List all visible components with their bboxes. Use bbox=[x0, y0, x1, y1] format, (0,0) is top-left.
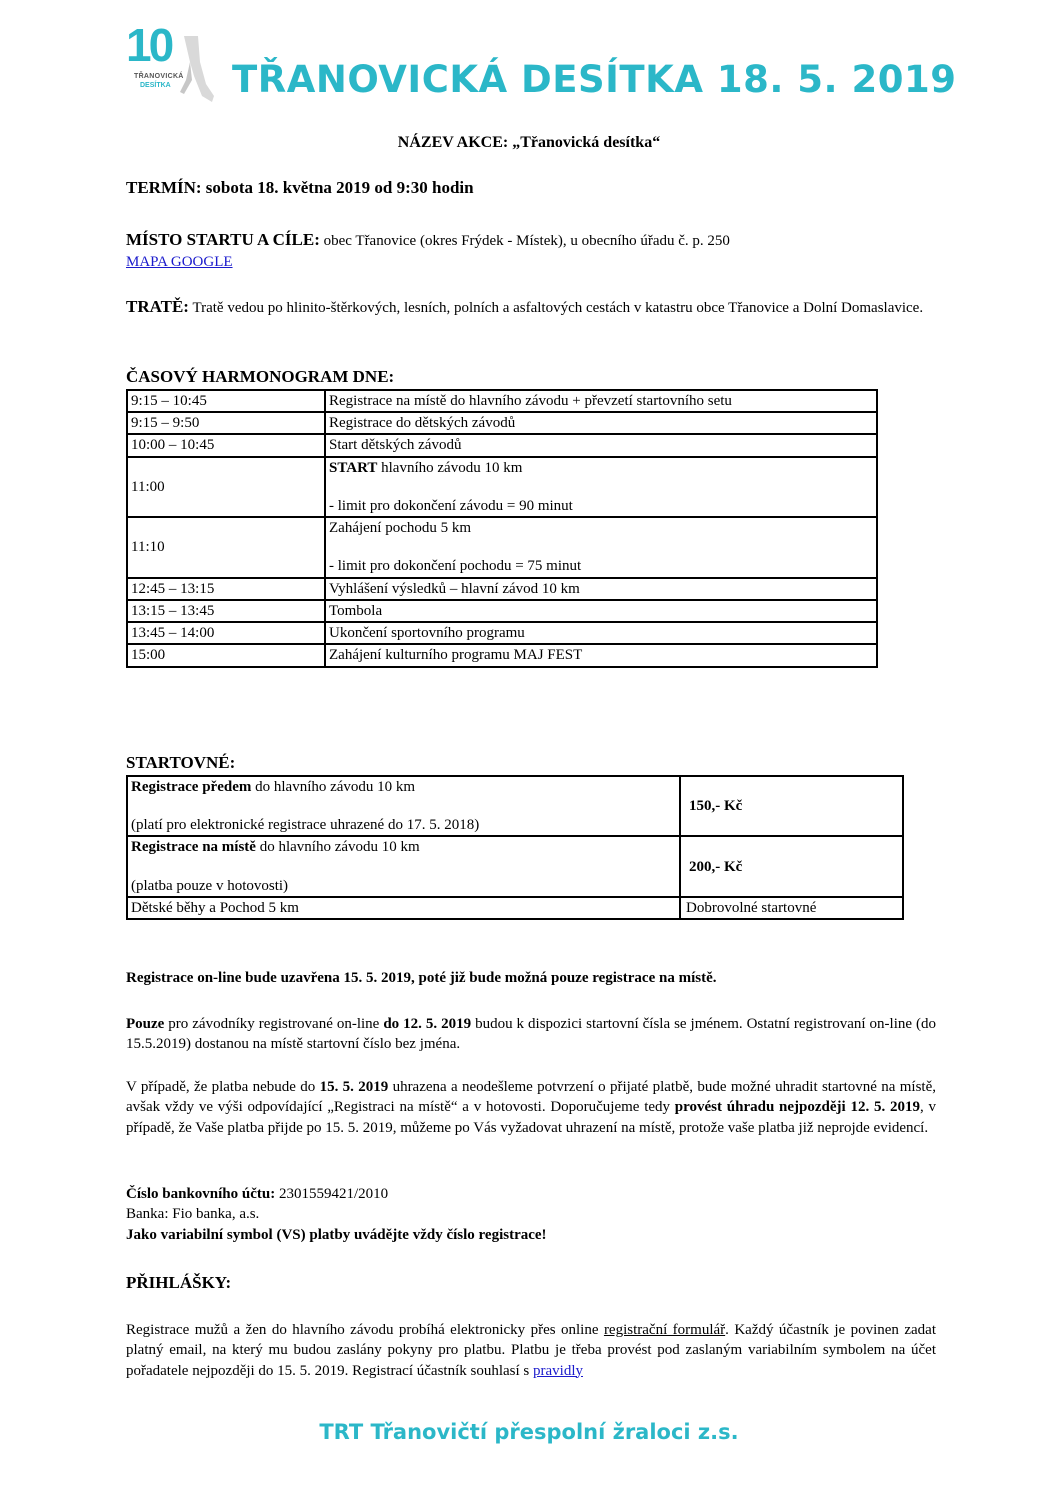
table-row bbox=[127, 622, 877, 644]
numbers-paragraph bbox=[126, 1014, 936, 1055]
routes-label: TRATĚ: bbox=[126, 297, 189, 316]
table-row bbox=[127, 600, 877, 622]
routes-section bbox=[126, 296, 936, 319]
para2-t2: uhrazena a neodešleme potvrzení o přijaté platbě, bude možné uhradit startovné na místě, avšak vždy ve výši odpovídající „Registraci na místě“ a v hotovosti. Doporučujeme tedy bbox=[126, 1079, 937, 1116]
place-label: MÍSTO STARTU A CÍLE: bbox=[126, 230, 320, 249]
fee-price: Dobrovolné startovné bbox=[680, 897, 903, 919]
registration-form-link[interactable]: registrační formulář bbox=[603, 1322, 726, 1338]
account-number: 2301559421/2010 bbox=[275, 1186, 389, 1202]
schedule-text: Vyhlášení výsledků – hlavní závod 10 km bbox=[325, 578, 877, 600]
schedule-text: hlavního závodu 10 km bbox=[377, 459, 523, 476]
schedule-time: 9:15 – 9:50 bbox=[127, 412, 325, 434]
schedule-text: Registrace do dětských závodů bbox=[325, 412, 877, 434]
fees-section bbox=[126, 752, 904, 920]
fee-note: (platí pro elektronické registrace uhrazené do 17. 5. 2018) bbox=[131, 817, 480, 834]
account-label: Číslo bankovního účtu: bbox=[126, 1186, 276, 1202]
applications-paragraph bbox=[126, 1320, 936, 1381]
footer-organizer: TRT Třanovičtí přespolní žraloci z.s. bbox=[319, 1420, 739, 1444]
fee-text: do hlavního závodu 10 km bbox=[251, 778, 416, 795]
table-row bbox=[127, 457, 877, 518]
fee-price: 150,- Kč bbox=[680, 776, 903, 837]
para2-b1: 15. 5. 2019 bbox=[319, 1079, 389, 1095]
schedule-time: 11:00 bbox=[127, 457, 325, 518]
fee-price: 200,- Kč bbox=[680, 836, 903, 897]
schedule-time: 10:00 – 10:45 bbox=[127, 434, 325, 456]
table-row bbox=[127, 578, 877, 600]
page-title: TŘANOVICKÁ DESÍTKA 18. 5. 2019 bbox=[232, 58, 957, 101]
event-name: NÁZEV AKCE: „Třanovická desítka“ bbox=[397, 134, 661, 151]
table-row bbox=[127, 897, 903, 919]
para1-b1: Pouze bbox=[126, 1016, 165, 1032]
schedule-time: 15:00 bbox=[127, 644, 325, 666]
fee-text: do hlavního závodu 10 km bbox=[255, 839, 420, 856]
payment-paragraph bbox=[126, 1077, 936, 1138]
schedule-time: 11:10 bbox=[127, 517, 325, 578]
place-section bbox=[126, 229, 936, 272]
para1-t1: pro závodníky registrované on-line bbox=[164, 1016, 384, 1032]
table-row bbox=[127, 412, 877, 434]
place-text: obec Třanovice (okres Frýdek - Místek), u obecního úřadu č. p. 250 bbox=[319, 233, 730, 249]
fee-bold: Registrace předem bbox=[131, 778, 252, 795]
fees-table bbox=[126, 775, 904, 920]
table-row bbox=[127, 517, 877, 578]
fee-note: (platba pouze v hotovosti) bbox=[131, 877, 289, 894]
vs-note: Jako variabilní symbol (VS) platby uvádějte vždy číslo registrace! bbox=[126, 1226, 547, 1243]
applications-t2: . Každý účastník je povinen zadat platný email, na který mu budou zaslány pokyny pro platbu. Platbu je třeba provést pod zaslaným variabilním symbolem na účet pořadatele nejpozději do 15. 5. 2019. Registrací účastník souhlasí s bbox=[126, 1322, 936, 1379]
fee-cell bbox=[127, 836, 680, 897]
schedule-time: 12:45 – 13:15 bbox=[127, 578, 325, 600]
schedule-time: 13:15 – 13:45 bbox=[127, 600, 325, 622]
table-row bbox=[127, 644, 877, 666]
applications-heading: PŘIHLÁŠKY: bbox=[126, 1273, 232, 1292]
logo-text-line1: TŘANOVICKÁ bbox=[134, 73, 184, 80]
logo bbox=[126, 19, 216, 104]
para2-t3: , v případě, že Vaše platba přijde po 15. 5. 2019, můžeme po Vás vyžadovat uhrazení na místě, protože vaše platba již neprojde evidencí. bbox=[126, 1099, 937, 1136]
schedule-text: Start dětských závodů bbox=[325, 434, 877, 456]
schedule-section bbox=[126, 366, 878, 668]
schedule-text: Tombola bbox=[325, 600, 877, 622]
table-row bbox=[127, 390, 877, 412]
table-row bbox=[127, 836, 903, 897]
schedule-text: Ukončení sportovního programu bbox=[325, 622, 877, 644]
para1-b2: do 12. 5. 2019 bbox=[383, 1016, 472, 1032]
schedule-text: Zahájení pochodu 5 km bbox=[329, 520, 472, 537]
map-link[interactable]: MAPA GOOGLE bbox=[126, 253, 233, 270]
table-row bbox=[127, 434, 877, 456]
schedule-bold: START bbox=[329, 459, 378, 476]
schedule-text: Zahájení kulturního programu MAJ FEST bbox=[325, 644, 877, 666]
fees-heading: STARTOVNÉ: bbox=[126, 753, 236, 772]
schedule-table bbox=[126, 389, 878, 668]
applications-t1: Registrace mužů a žen do hlavního závodu probíhá elektronicky přes online bbox=[126, 1322, 604, 1338]
schedule-heading: ČASOVÝ HARMONOGRAM DNE: bbox=[126, 367, 395, 386]
term-line: TERMÍN: sobota 18. května 2019 od 9:30 hodin bbox=[126, 178, 474, 197]
routes-text: Tratě vedou po hlinito-štěrkových, lesních, polních a asfaltových cestách v katastru obce Třanovice a Dolní Domaslavice. bbox=[188, 300, 924, 316]
fee-cell bbox=[127, 776, 680, 837]
rules-link[interactable]: pravidly bbox=[533, 1362, 583, 1379]
fee-bold: Registrace na místě bbox=[131, 839, 256, 856]
schedule-cell bbox=[325, 517, 877, 578]
schedule-note: - limit pro dokončení závodu = 90 minut bbox=[329, 497, 573, 514]
para2-b2: provést úhradu nejpozději 12. 5. 2019 bbox=[674, 1099, 920, 1116]
schedule-cell bbox=[325, 457, 877, 518]
runner-icon bbox=[176, 32, 216, 104]
online-closed-note: Registrace on-line bude uzavřena 15. 5. 2019, poté již bude možná pouze registrace na místě. bbox=[126, 970, 717, 986]
bank-name: Banka: Fio banka, a.s. bbox=[126, 1206, 260, 1223]
schedule-text: Registrace na místě do hlavního závodu + převzetí startovního setu bbox=[325, 390, 877, 412]
logo-number: 10 bbox=[126, 19, 172, 71]
schedule-time: 13:45 – 14:00 bbox=[127, 622, 325, 644]
bank-section bbox=[126, 1184, 936, 1245]
fee-text: Dětské běhy a Pochod 5 km bbox=[127, 897, 680, 919]
logo-text-line2: DESÍTKA bbox=[140, 82, 171, 89]
schedule-note: - limit pro dokončení pochodu = 75 minut bbox=[329, 558, 582, 575]
schedule-time: 9:15 – 10:45 bbox=[127, 390, 325, 412]
para2-t1: V případě, že platba nebude do bbox=[126, 1079, 320, 1095]
table-row bbox=[127, 776, 903, 837]
para1-t2: budou k dispozici startovní čísla se jménem. Ostatní registrovaní on-line (do 15.5.2019) dostanou na místě startovní číslo bez jména. bbox=[126, 1016, 936, 1053]
